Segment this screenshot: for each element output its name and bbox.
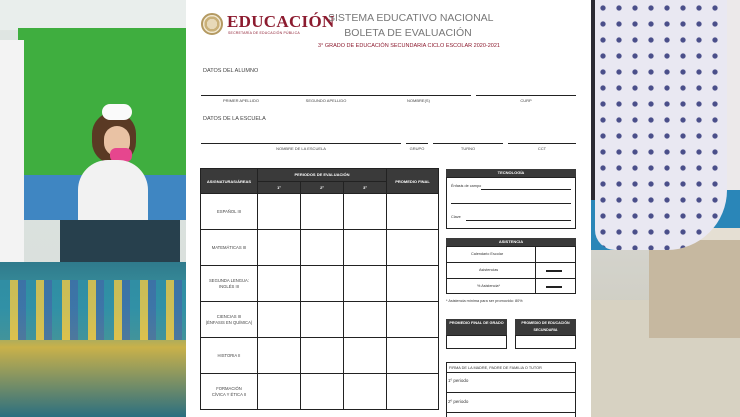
- caption-first-surname: PRIMER APELLIDO: [222, 98, 259, 103]
- grade-cell[interactable]: [258, 266, 301, 302]
- attendance-calendar-label: Calendario Escolar: [471, 252, 504, 256]
- header-period-2: 2°: [301, 181, 344, 194]
- grade-cell[interactable]: [301, 266, 344, 302]
- grade-cell[interactable]: [258, 302, 301, 338]
- title-line-1: SISTEMA EDUCATIVO NACIONAL: [328, 12, 494, 24]
- subject-cell: HISTORIA II: [201, 338, 258, 374]
- caption-second-surname: SEGUNDO APELLIDO: [305, 98, 347, 103]
- logo-subtext: SECRETARÍA DE EDUCACIÓN PÚBLICA: [228, 31, 300, 35]
- patterned-clothing: [595, 0, 727, 250]
- attendance-blank: [546, 286, 562, 288]
- student-foreground: [0, 40, 24, 290]
- table-row: [201, 374, 439, 410]
- final-grade-cell[interactable]: [387, 374, 439, 410]
- wall: [0, 0, 186, 30]
- signature-period-1: 1º periodo: [448, 378, 469, 383]
- caption-shift: TURNO: [460, 146, 476, 151]
- table-row: [201, 266, 439, 302]
- title-line-2: BOLETA DE EVALUACIÓN: [344, 27, 472, 39]
- grade-cell[interactable]: [301, 302, 344, 338]
- signature-divider: [446, 392, 576, 393]
- school-section-label: DATOS DE LA ESCUELA: [203, 116, 266, 122]
- technology-key-line: [466, 220, 571, 221]
- secondary-average-box[interactable]: [515, 335, 576, 349]
- grade-cell[interactable]: [344, 266, 387, 302]
- report-card-document: [186, 0, 591, 417]
- logo-text: EDUCACIÓN: [227, 12, 335, 31]
- final-grade-cell[interactable]: [387, 194, 439, 230]
- classroom-photo-right: [591, 0, 740, 417]
- grade-cell[interactable]: [258, 230, 301, 266]
- attendance-note: * Asistencia mínima para ser promovido: 80%: [446, 299, 523, 303]
- caption-school-name: NOMBRE DE LA ESCUELA: [276, 146, 326, 151]
- grade-cell[interactable]: [301, 230, 344, 266]
- grade-cell[interactable]: [301, 374, 344, 410]
- subject-cell: CIENCIAS III (ÉNFASIS EN QUÍMICA): [201, 302, 258, 338]
- grade-cell[interactable]: [344, 230, 387, 266]
- grade-cell[interactable]: [344, 302, 387, 338]
- patterned-cloth: [0, 280, 186, 340]
- attendance-count-label: Asistencias: [479, 268, 499, 272]
- grade-cell[interactable]: [258, 338, 301, 374]
- technology-header: TECNOLOGÍA: [446, 169, 576, 177]
- table-row: [201, 230, 439, 266]
- cct-line: [508, 143, 576, 144]
- grade-cell[interactable]: [344, 338, 387, 374]
- shift-line: [433, 143, 503, 144]
- table-row: [201, 302, 439, 338]
- caption-cct: CCT: [537, 146, 547, 151]
- grades-table: [200, 168, 439, 410]
- grade-cell[interactable]: [301, 194, 344, 230]
- final-grade-cell[interactable]: [387, 230, 439, 266]
- grade-average-box[interactable]: [446, 335, 507, 349]
- grade-average-header: PROMEDIO FINAL DE GRADO: [446, 319, 507, 335]
- signature-title: FIRMA DE LA MADRE, PADRE DE FAMILIA O TUTOR: [449, 366, 542, 370]
- student-section-label: DATOS DEL ALUMNO: [203, 68, 259, 74]
- header-final: PROMEDIO FINAL: [387, 169, 439, 194]
- subject-cell: FORMACIÓN CÍVICA Y ÉTICA II: [201, 374, 258, 410]
- subject-cell: ESPAÑOL III: [201, 194, 258, 230]
- signature-box: [446, 362, 576, 417]
- technology-field-label: Énfasis de campo: [451, 184, 482, 188]
- document-subtitle: 3° GRADO DE EDUCACIÓN SECUNDARIA CICLO ESCOLAR 2020-2021: [318, 43, 500, 49]
- final-grade-cell[interactable]: [387, 302, 439, 338]
- attendance-header: ASISTENCIA: [446, 238, 576, 246]
- sep-seal-icon: [201, 13, 223, 35]
- school-name-line: [201, 143, 401, 144]
- final-grade-cell[interactable]: [387, 338, 439, 374]
- attendance-row-divider: [446, 278, 576, 279]
- caption-group: GRUPO: [409, 146, 425, 151]
- signature-divider: [446, 372, 576, 373]
- caption-curp: CURP: [520, 98, 532, 103]
- header-period-3: 3°: [344, 181, 387, 194]
- table-row: [201, 338, 439, 374]
- grade-cell[interactable]: [301, 338, 344, 374]
- grade-cell[interactable]: [344, 374, 387, 410]
- signature-period-2: 2º periodo: [448, 399, 469, 404]
- attendance-blank: [546, 270, 562, 272]
- final-grade-cell[interactable]: [387, 266, 439, 302]
- group-line: [406, 143, 428, 144]
- header-subjects: ASIGNATURAS/ÁREAS: [201, 169, 258, 194]
- technology-key-label: Clave: [451, 215, 461, 219]
- student-name-line: [201, 95, 471, 96]
- grade-cell[interactable]: [258, 194, 301, 230]
- signature-divider: [446, 412, 576, 413]
- subject-cell: MATEMÁTICAS III: [201, 230, 258, 266]
- attendance-row-divider: [446, 262, 576, 263]
- subject-cell: SEGUNDA LENGUA: INGLÉS III: [201, 266, 258, 302]
- technology-field-line-2: [451, 203, 571, 204]
- secondary-average-header: PROMEDIO DE EDUCACIÓN SECUNDARIA: [515, 319, 576, 335]
- grade-cell[interactable]: [258, 374, 301, 410]
- grade-cell[interactable]: [344, 194, 387, 230]
- caption-names: NOMBRE(S): [407, 98, 430, 103]
- header-periods: PERIODOS DE EVALUACIÓN: [258, 169, 387, 182]
- attendance-percent-label: % Asistencia*: [477, 284, 501, 288]
- table-row: [201, 194, 439, 230]
- header-period-1: 1°: [258, 181, 301, 194]
- curp-line: [476, 95, 576, 96]
- classroom-photo-left: [0, 0, 186, 417]
- technology-field-line: [481, 189, 571, 190]
- hair-bow: [102, 104, 132, 120]
